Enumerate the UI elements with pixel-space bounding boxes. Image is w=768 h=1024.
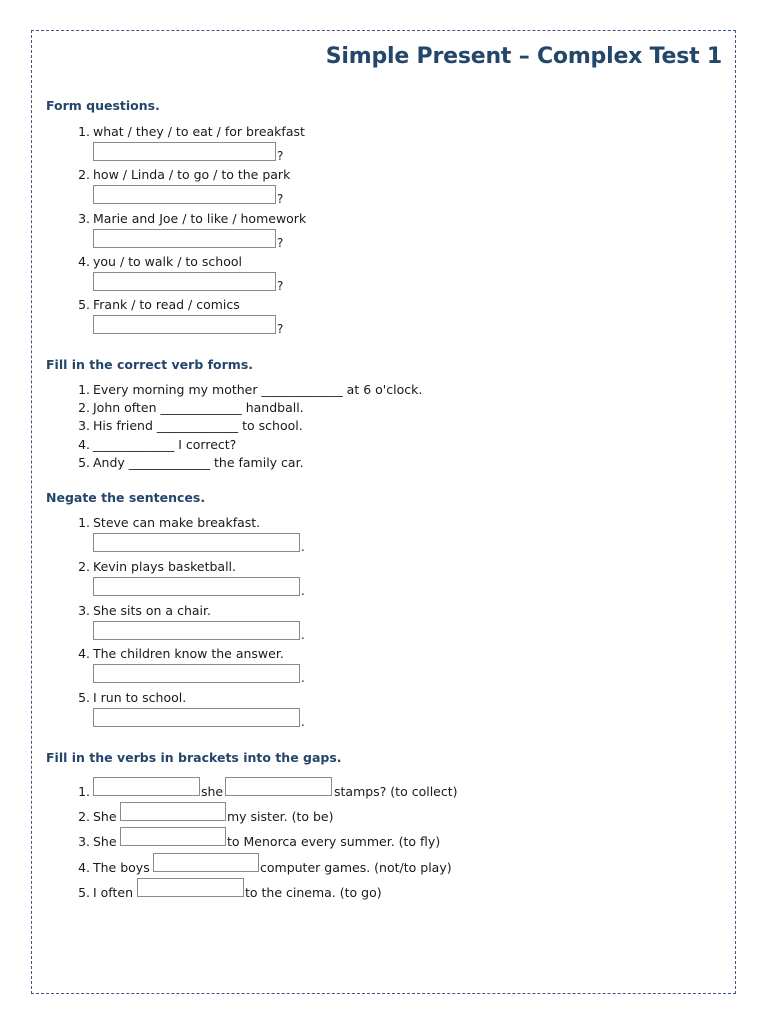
list-item: 2. Kevin plays basketball. [78,559,236,574]
list-item: 5. I often [78,885,134,900]
list-item: 4. _____________ I correct? [78,437,237,452]
gap-input[interactable] [137,878,244,897]
section-heading-verbs-in-brackets: Fill in the verbs in brackets into the gaps. [46,750,342,765]
answer-input[interactable] [93,315,276,334]
list-item: 5. I run to school. [78,690,187,705]
list-item: 1. Every morning my mother _____________ at 6 o'clock. [78,382,423,397]
answer-input[interactable] [93,708,300,727]
list-item: 4. you / to walk / to school [78,254,242,269]
answer-input[interactable] [93,185,276,204]
list-item: 5. Frank / to read / comics [78,297,240,312]
section-heading-form-questions: Form questions. [46,98,160,113]
list-item: 2. how / Linda / to go / to the park [78,167,291,182]
answer-input[interactable] [93,533,300,552]
list-item: 2. John often _____________ handball. [78,400,304,415]
list-item: 3. His friend _____________ to school. [78,418,303,433]
section-heading-verb-forms: Fill in the correct verb forms. [46,357,254,372]
list-item: 1. [78,784,90,799]
gap-input[interactable] [120,802,226,821]
answer-input[interactable] [93,142,276,161]
answer-input[interactable] [93,621,300,640]
list-item: 4. The boys [78,860,150,875]
list-item: 3. Marie and Joe / to like / homework [78,211,307,226]
answer-input[interactable] [93,577,300,596]
list-item: 1. what / they / to eat / for breakfast [78,124,305,139]
list-item: 2. She [78,809,117,824]
answer-input[interactable] [93,272,276,291]
list-item: 5. Andy _____________ the family car. [78,455,304,470]
answer-input[interactable] [93,229,276,248]
gap-input[interactable] [120,827,226,846]
list-item: 3. She [78,834,117,849]
list-item: 3. She sits on a chair. [78,603,211,618]
page-title: Simple Present – Complex Test 1 [325,44,722,69]
section-heading-negate: Negate the sentences. [46,490,206,505]
gap-input[interactable] [225,777,332,796]
answer-input[interactable] [93,664,300,683]
list-item: 1. Steve can make breakfast. [78,515,261,530]
list-item: 4. The children know the answer. [78,646,284,661]
gap-input[interactable] [93,777,200,796]
gap-input[interactable] [153,853,259,872]
